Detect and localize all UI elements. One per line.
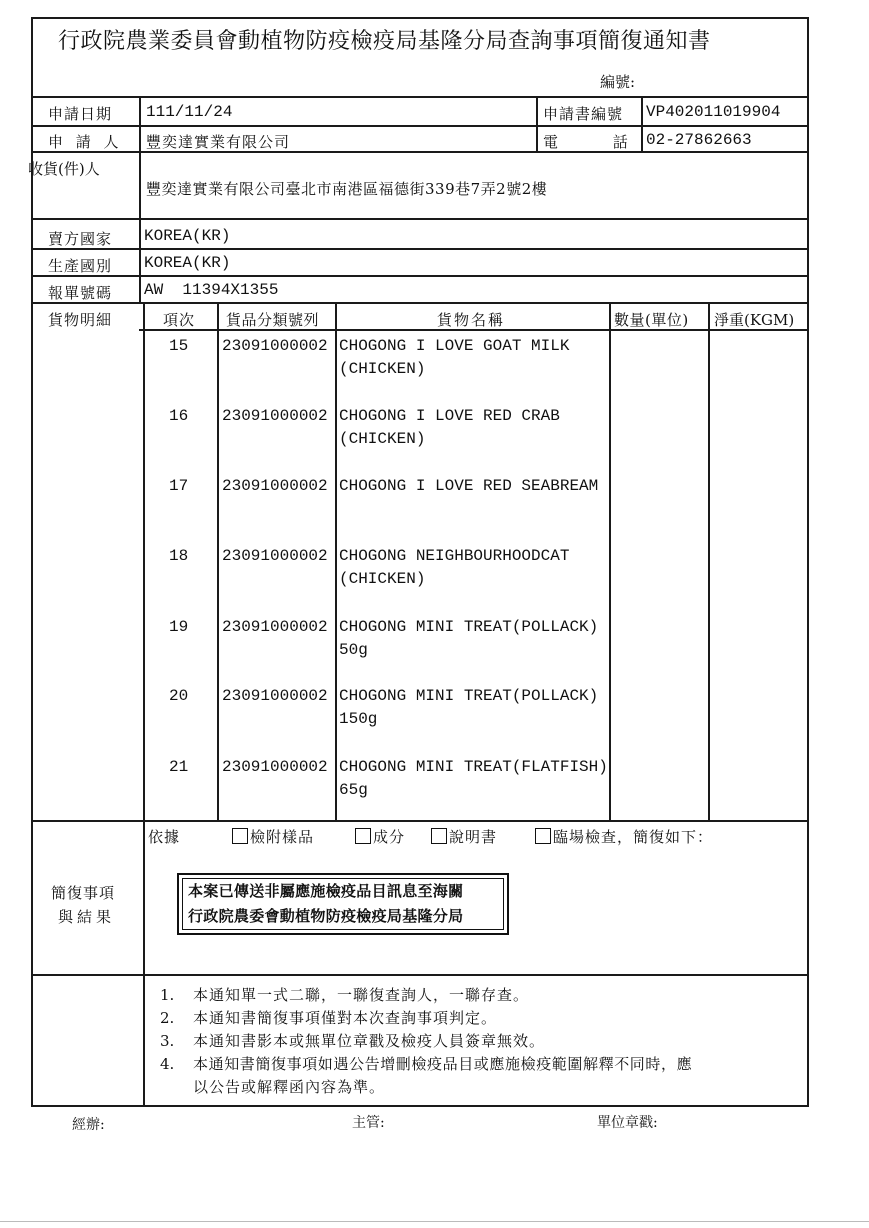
result-stamp (177, 873, 509, 935)
footer-unit-seal: 單位章戳: (597, 1115, 658, 1131)
checkbox-icon (355, 828, 371, 844)
goods-row-name: CHOGONG MINI TREAT(POLLACK) (339, 618, 599, 636)
rule-10 (31, 974, 809, 976)
checkbox-icon (535, 828, 551, 844)
origin-country-label: 生產國別 (48, 257, 113, 275)
note-3-number: 3. (160, 1032, 175, 1050)
goods-row-name: CHOGONG MINI TREAT(POLLACK) (339, 687, 599, 705)
application-date-value: 111/11/24 (146, 103, 233, 121)
note-1-number: 1. (160, 986, 175, 1004)
phone-value: 02-27862663 (646, 131, 752, 149)
rule-2 (31, 125, 809, 127)
rule-4 (31, 218, 809, 220)
goods-row-name-cont: 50g (339, 641, 368, 659)
frame-top (31, 17, 809, 19)
note-2-text: 本通知書簡復事項僅對本次查詢事項判定。 (193, 1009, 498, 1027)
goods-row-item: 17 (169, 477, 189, 495)
rule-9 (31, 820, 809, 822)
consignee-label: 收貨(件)人 (28, 160, 100, 178)
frame-left (31, 17, 33, 1107)
right-label-divider (536, 96, 538, 151)
reply-label-2: 與結果 (58, 908, 116, 926)
checkbox-ingredients[interactable]: 成分 (355, 826, 405, 847)
note-4-continuation: 以公告或解釋函內容為準。 (193, 1078, 386, 1096)
note-1-text: 本通知單一式二聯，一聯復查詢人，一聯存查。 (193, 986, 530, 1004)
note-3-text: 本通知書影本或無單位章戳及檢疫人員簽章無效。 (193, 1032, 546, 1050)
goods-label: 貨物明細 (48, 311, 113, 329)
checkbox-onsite-inspection[interactable]: 臨場檢查，簡復如下： (535, 826, 713, 847)
label-column-divider (139, 96, 141, 302)
reply-label-1: 簡復事項 (51, 884, 116, 902)
consignee-value: 豐奕達實業有限公司臺北市南港區福德街339巷7弄2號2樓 (146, 180, 548, 198)
frame-bottom (31, 1105, 809, 1107)
applicant-value: 豐奕達實業有限公司 (146, 133, 291, 151)
goods-col-4 (708, 302, 710, 820)
checkbox-icon (431, 828, 447, 844)
goods-row-item: 21 (169, 758, 189, 776)
application-date-label: 申請日期 (48, 105, 113, 123)
stamp-line-2: 行政院農委會動植物防疫檢疫局基隆分局 (188, 907, 464, 925)
goods-row-code: 23091000002 (222, 618, 328, 636)
goods-row-item: 19 (169, 618, 189, 636)
goods-row-item: 20 (169, 687, 189, 705)
basis-label: 依據 (148, 828, 181, 846)
rule-5 (31, 248, 809, 250)
document-title: 行政院農業委員會動植物防疫檢疫局基隆分局查詢事項簡復通知書 (58, 29, 711, 54)
applicant-label: 申 請 人 (48, 133, 123, 151)
checkbox-sample[interactable]: 檢附樣品 (232, 826, 314, 847)
goods-col-3 (609, 302, 611, 820)
serial-label: 編號: (600, 73, 636, 91)
rule-1 (31, 96, 809, 98)
rule-6 (31, 275, 809, 277)
goods-row-item: 18 (169, 547, 189, 565)
goods-row-code: 23091000002 (222, 407, 328, 425)
goods-row-name-cont: 65g (339, 781, 368, 799)
goods-col-2 (335, 302, 337, 820)
stamp-line-1: 本案已傳送非屬應施檢疫品目訊息至海關 (188, 882, 464, 900)
application-no-value: VP402011019904 (646, 103, 781, 121)
right-value-divider (641, 96, 643, 151)
goods-row-name: CHOGONG NEIGHBOURHOODCAT (339, 547, 570, 565)
goods-row-name: CHOGONG I LOVE RED CRAB (339, 407, 560, 425)
goods-header-name: 貨物名稱 (437, 311, 506, 329)
goods-row-name-cont: 150g (339, 710, 378, 728)
goods-row-code: 23091000002 (222, 547, 328, 565)
goods-row-item: 16 (169, 407, 189, 425)
checkbox-icon (232, 828, 248, 844)
declaration-no-label: 報單號碼 (48, 284, 113, 302)
rule-7 (31, 302, 809, 304)
goods-row-name: CHOGONG I LOVE RED SEABREAM (339, 477, 599, 495)
goods-row-name: CHOGONG MINI TREAT(FLATFISH) (339, 758, 608, 776)
goods-header-weight: 淨重(KGM) (714, 311, 795, 329)
checkbox-manual[interactable]: 說明書 (431, 826, 497, 847)
note-4-number: 4. (160, 1055, 175, 1073)
application-no-label: 申請書編號 (543, 105, 624, 123)
origin-country-value: KOREA(KR) (144, 254, 231, 272)
footer-handler: 經辦: (72, 1117, 105, 1133)
frame-right (807, 17, 809, 1107)
note-2-number: 2. (160, 1009, 175, 1027)
goods-row-name-cont: (CHICKEN) (339, 570, 426, 588)
goods-row-code: 23091000002 (222, 477, 328, 495)
scan-mark (0, 1221, 869, 1222)
goods-row-code: 23091000002 (222, 758, 328, 776)
goods-row-code: 23091000002 (222, 687, 328, 705)
note-4-text: 本通知書簡復事項如遇公告增刪檢疫品目或應施檢疫範圍解釋不同時，應 (193, 1055, 693, 1073)
goods-row-name: CHOGONG I LOVE GOAT MILK (339, 337, 570, 355)
goods-row-item: 15 (169, 337, 189, 355)
goods-row-name-cont: (CHICKEN) (339, 430, 426, 448)
goods-row-code: 23091000002 (222, 337, 328, 355)
footer-supervisor: 主管: (352, 1115, 385, 1131)
goods-row-name-cont: (CHICKEN) (339, 360, 426, 378)
seller-country-label: 賣方國家 (48, 230, 113, 248)
goods-header-code: 貨品分類號列 (226, 311, 320, 329)
label-column-divider-lower (143, 302, 145, 1105)
seller-country-value: KOREA(KR) (144, 227, 231, 245)
goods-header-item: 項次 (163, 311, 196, 329)
goods-header-qty: 數量(單位) (614, 311, 689, 329)
phone-label: 電 話 (543, 133, 629, 151)
goods-col-1 (217, 302, 219, 820)
declaration-no-value: AW 11394X1355 (144, 281, 279, 299)
